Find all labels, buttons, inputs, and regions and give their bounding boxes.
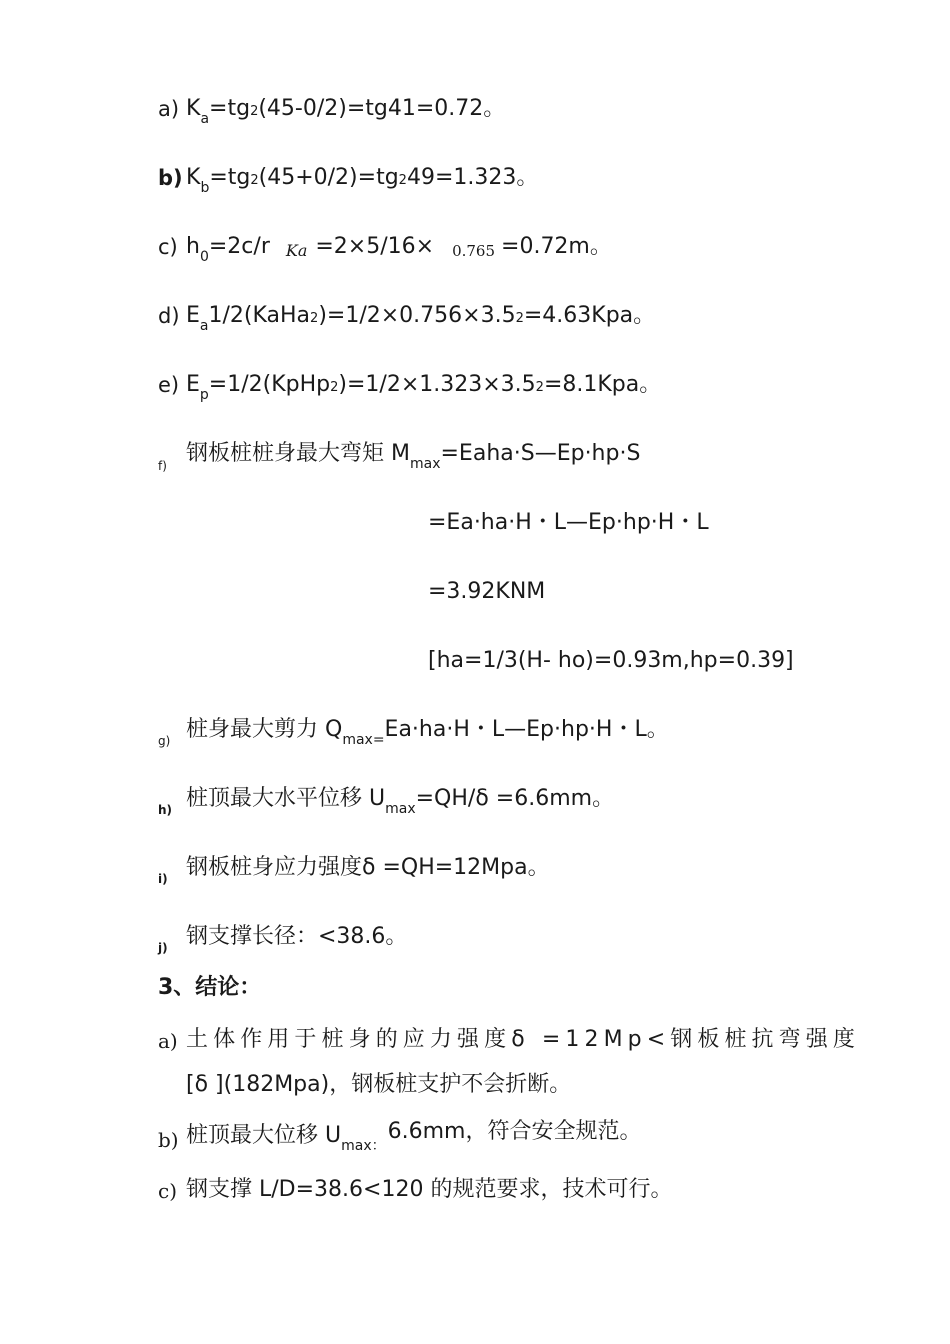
item-label: j): [158, 941, 168, 955]
item-label: b): [158, 1128, 179, 1152]
item-label: f): [158, 459, 167, 473]
formula-kb: $K_b=tg2(45+0/2)=tg249=1.323$。: [186, 165, 539, 196]
item-label: c): [158, 235, 178, 259]
item-label: a): [158, 97, 180, 121]
item-label: a): [158, 1029, 178, 1053]
formula-mmax: 钢板桩桩身最大弯矩 $M_{max}=Eaha\cdot S—Ep\cdot hp\cdot S$: [186, 441, 641, 472]
formula-ep: $E_p=1/2(KpHp2)=1/2\times 1.323\times 3.52=8.1Kpa$。: [186, 372, 662, 403]
item-label: g): [158, 734, 171, 748]
conclusion-c: 钢支撑 L/D=38.6<120 的规范要求，技术可行。: [186, 1177, 673, 1202]
item-label: d): [158, 304, 180, 328]
item-label: e): [158, 373, 180, 397]
formula-mmax-cont1: =Ea·ha·H・L—Ep·hp·H・L: [428, 510, 709, 535]
formula-ea: $E_a1/2(KaHa2)=1/2\times 0.756\times 3.52=4.63Kpa$。: [186, 303, 656, 334]
formula-support: 钢支撑长径：<38.6。: [186, 924, 408, 949]
formula-qmax: 桩身最大剪力 $Q_{max=}Ea\cdot ha\cdot H$・L—Ep·hp·H・L。: [186, 717, 669, 748]
conclusion-b: 桩顶最大位移 $U_{max:}6.6mm$，符合安全规范。: [186, 1119, 642, 1154]
formula-h0: $h_0=2c/r$ Ka =2×5/16× 0.765 =0.72m。: [186, 234, 612, 265]
item-label: c): [158, 1179, 178, 1203]
conclusion-a-line2: [δ ](182Mpa)，钢板桩支护不会折断。: [186, 1072, 572, 1097]
conclusion-a-line1: 土体作用于桩身的应力强度δ =12Mp<钢板桩抗弯强度: [186, 1027, 860, 1052]
formula-ka: $K_a=tg2(45-0/2)=tg41=0.72$。: [186, 96, 506, 127]
conclusion-heading: 3、结论：: [158, 975, 262, 1000]
item-label: b): [158, 166, 183, 190]
formula-mmax-result: =3.92KNM: [428, 579, 546, 604]
item-label: i): [158, 872, 168, 886]
item-label: h): [158, 803, 173, 817]
formula-stress: 钢板桩身应力强度δ =QH=12Mpa。: [186, 855, 550, 880]
formula-umax: 桩顶最大水平位移 $U_{max}=QH/\delta =6.6mm$。: [186, 786, 615, 817]
formula-mmax-note: [ha=1/3(H- ho)=0.93m,hp=0.39]: [428, 648, 794, 673]
